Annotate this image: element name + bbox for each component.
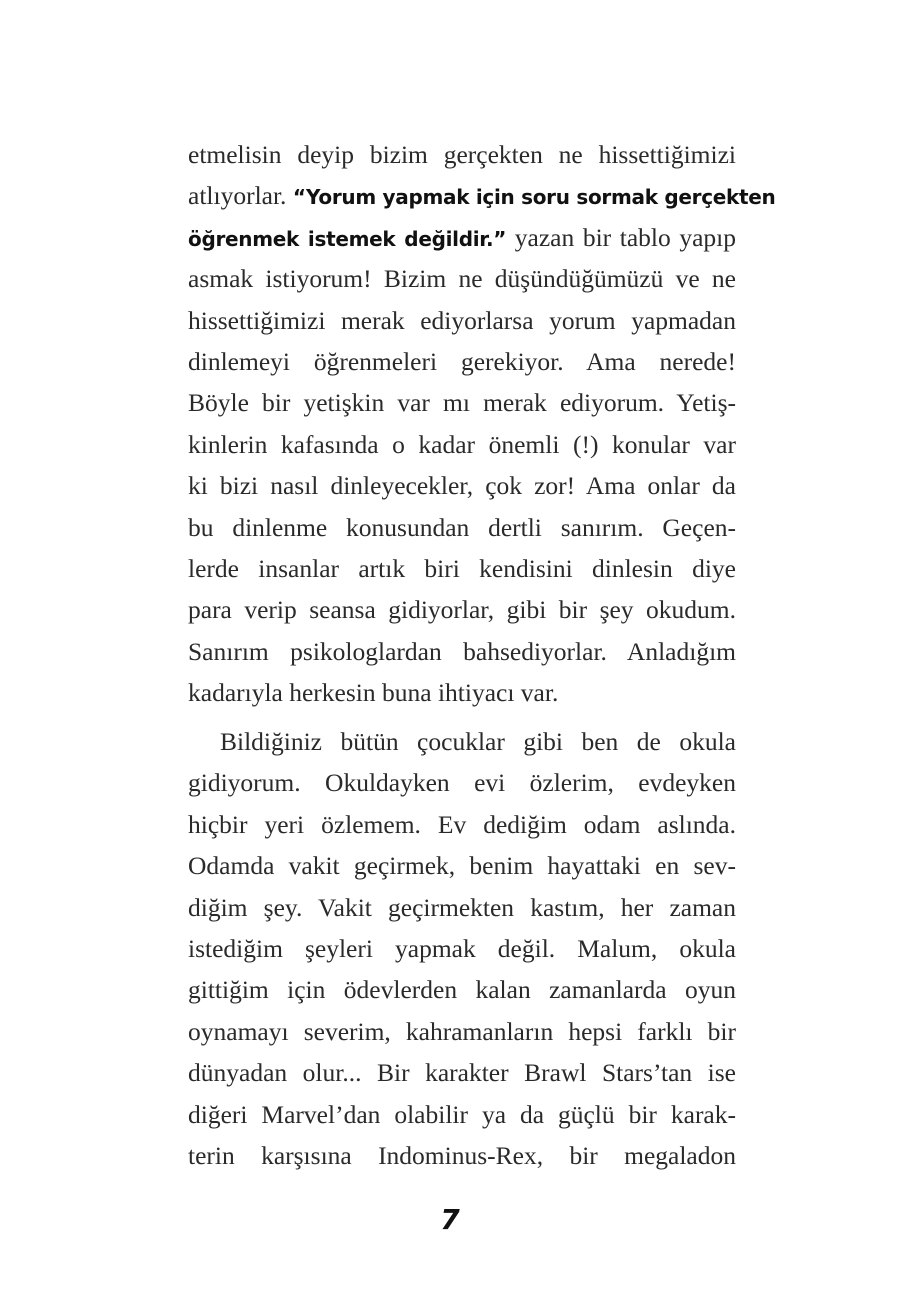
text-line: kadarıyla herkesin buna ihtiyacı var.: [188, 678, 559, 708]
text-line: lerde insanlar artık biri kendisini dinlesin diye: [188, 553, 736, 583]
text-line: ki bizi nasıl dinleyecekler, çok zor! Ama onlar da: [188, 471, 736, 501]
text-line: dinlemeyi öğrenmeleri gerekiyor. Ama nerede!: [188, 346, 736, 376]
handwritten-quote: “Yorum yapmak için soru sormak gerçekten: [292, 185, 776, 210]
text-line: etmelisin deyip bizim gerçekten ne hissettiğimizi: [188, 140, 736, 169]
text-line: para verip seansa gidiyorlar, gibi bir şey okudum.: [188, 595, 736, 625]
paragraph-2: [188, 721, 736, 1176]
text-line: Bildiğiniz bütün çocuklar gibi ben de okula: [220, 727, 736, 756]
text-line: terin karşısına Indominus-Rex, bir megaladon: [188, 1140, 736, 1170]
text-line: [188, 175, 776, 216]
text-line: istediğim şeyleri yapmak değil. Malum, okula: [188, 933, 736, 963]
text-line: kinlerin kafasında o kadar önemli (!) konular var: [188, 429, 736, 459]
text-line: bu dinlenme konusundan dertli sanırım. Geçen-: [188, 512, 736, 542]
text-line: [188, 217, 736, 258]
paragraph-1: [188, 134, 776, 713]
page-number: 7: [440, 1203, 460, 1236]
text-line: dünyadan olur... Bir karakter Brawl Stars’tan ise: [188, 1058, 736, 1088]
text-segment: yazan bir tablo yapıp: [506, 222, 737, 252]
text-line: diğim şey. Vakit geçirmekten kastım, her zaman: [188, 892, 736, 922]
text-line: hissettiğimizi merak ediyorlarsa yorum yapmadan: [188, 305, 736, 335]
text-segment: atlıyorlar.: [188, 181, 293, 211]
text-line: gittiğim için ödevlerden kalan zamanlarda oyun: [188, 975, 736, 1005]
text-line: Odamda vakit geçirmek, benim hayattaki en sev-: [188, 851, 736, 881]
text-line: asmak istiyorum! Bizim ne düşündüğümüzü ve ne: [188, 264, 736, 294]
text-line: Böyle bir yetişkin var mı merak ediyorum. Yetiş-: [188, 388, 736, 418]
handwritten-quote: öğrenmek istemek değildir.”: [188, 226, 507, 251]
text-line: Sanırım psikologlardan bahsediyorlar. Anladığım: [188, 636, 736, 666]
text-line: hiçbir yeri özlemem. Ev dediğim odam aslında.: [188, 809, 736, 839]
text-line: diğeri Marvel’dan olabilir ya da güçlü bir karak-: [188, 1099, 736, 1129]
text-line: oynamayı severim, kahramanların hepsi farklı bir: [188, 1016, 736, 1046]
text-line: gidiyorum. Okuldayken evi özlerim, evdeyken: [188, 768, 736, 798]
